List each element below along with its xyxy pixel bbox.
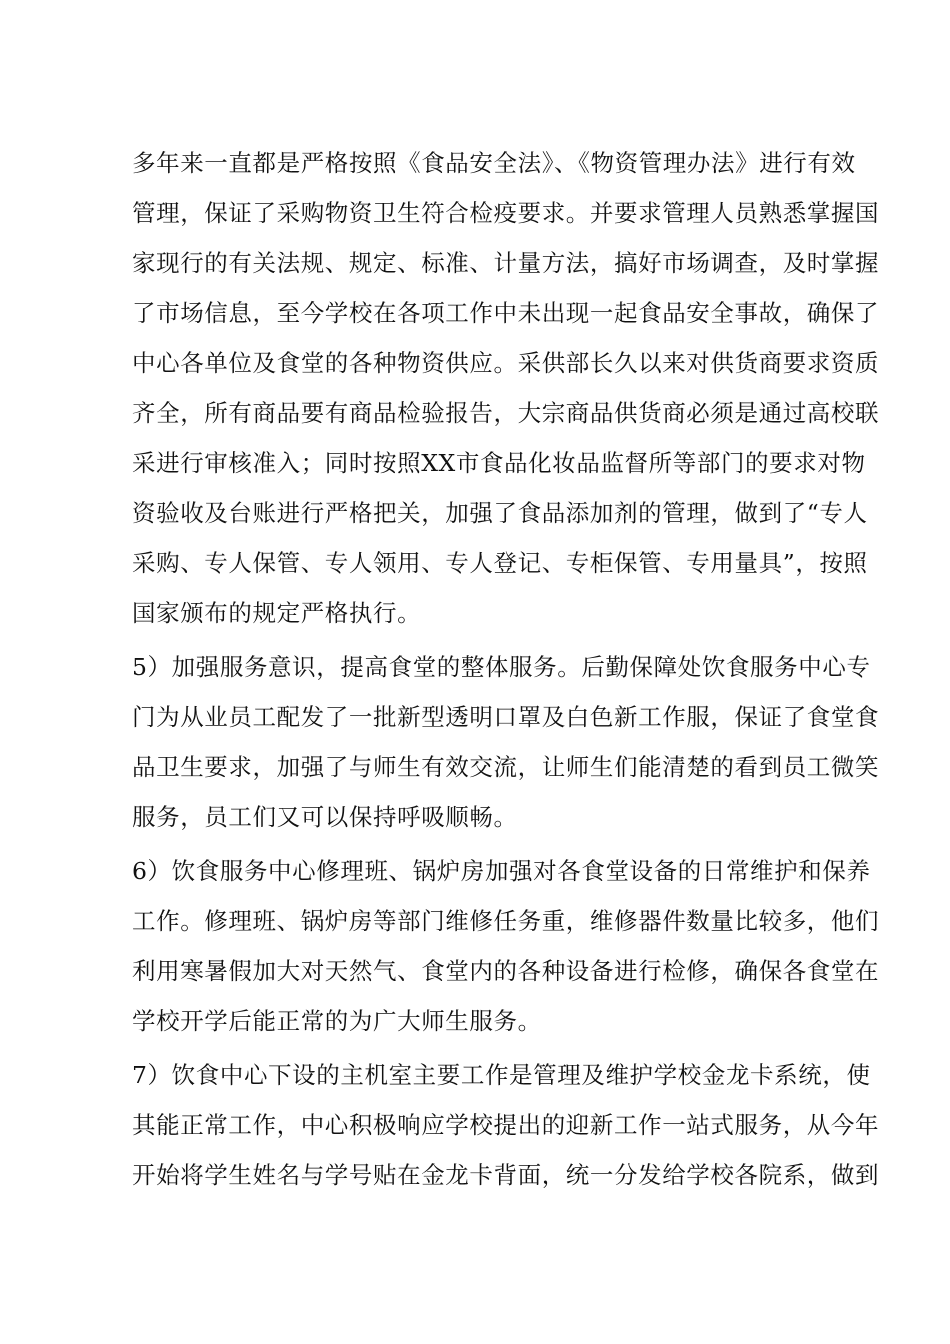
document-body [132, 138, 880, 1200]
text-line: 开始将学生姓名与学号贴在金龙卡背面，统一分发给学校各院系，做到 [132, 1161, 880, 1189]
text-line: 多年来一直都是严格按照《食品安全法》、《物资管理办法》进行有效 [132, 149, 856, 177]
text-line: 学校开学后能正常的为广大师生服务。 [132, 1007, 542, 1035]
text-line: 中心各单位及食堂的各种物资供应。采供部长久以来对供货商要求资质 [132, 349, 880, 377]
text-line: 品卫生要求，加强了与师生有效交流，让师生们能清楚的看到员工微笑 [132, 753, 880, 781]
paragraph-item-5 [132, 642, 880, 842]
text-line: 工作。修理班、锅炉房等部门维修任务重，维修器件数量比较多，他们 [132, 907, 880, 935]
text-line: 采购、专人保管、专人领用、专人登记、专柜保管、专用量具”，按照 [132, 549, 868, 577]
text-line: 6）饮食服务中心修理班、锅炉房加强对各食堂设备的日常维护和保养 [132, 857, 871, 885]
paragraph-continuation [132, 138, 880, 638]
text-line: 齐全，所有商品要有商品检验报告，大宗商品供货商必须是通过高校联 [132, 399, 880, 427]
paragraph-item-6 [132, 846, 880, 1046]
text-line: 家现行的有关法规、规定、标准、计量方法，搞好市场调查，及时掌握 [132, 249, 880, 277]
paragraph-item-7 [132, 1050, 880, 1200]
text-line: 管理，保证了采购物资卫生符合检疫要求。并要求管理人员熟悉掌握国 [132, 199, 880, 227]
text-line: 采进行审核准入；同时按照XX市食品化妆品监督所等部门的要求对物 [132, 449, 866, 477]
text-line: 门为从业员工配发了一批新型透明口罩及白色新工作服，保证了食堂食 [132, 703, 880, 731]
text-line: 国家颁布的规定严格执行。 [132, 599, 422, 627]
text-line: 服务，员工们又可以保持呼吸顺畅。 [132, 803, 518, 831]
text-line: 5）加强服务意识，提高食堂的整体服务。后勤保障处饮食服务中心专 [132, 653, 871, 681]
text-line: 了市场信息，至今学校在各项工作中未出现一起食品安全事故，确保了 [132, 299, 880, 327]
text-line: 其能正常工作，中心积极响应学校提出的迎新工作一站式服务，从今年 [132, 1111, 880, 1139]
text-line: 利用寒暑假加大对天然气、食堂内的各种设备进行检修，确保各食堂在 [132, 957, 880, 985]
text-line: 资验收及台账进行严格把关，加强了食品添加剂的管理，做到了“专人 [132, 499, 868, 527]
text-line: 7）饮食中心下设的主机室主要工作是管理及维护学校金龙卡系统，使 [132, 1061, 871, 1089]
